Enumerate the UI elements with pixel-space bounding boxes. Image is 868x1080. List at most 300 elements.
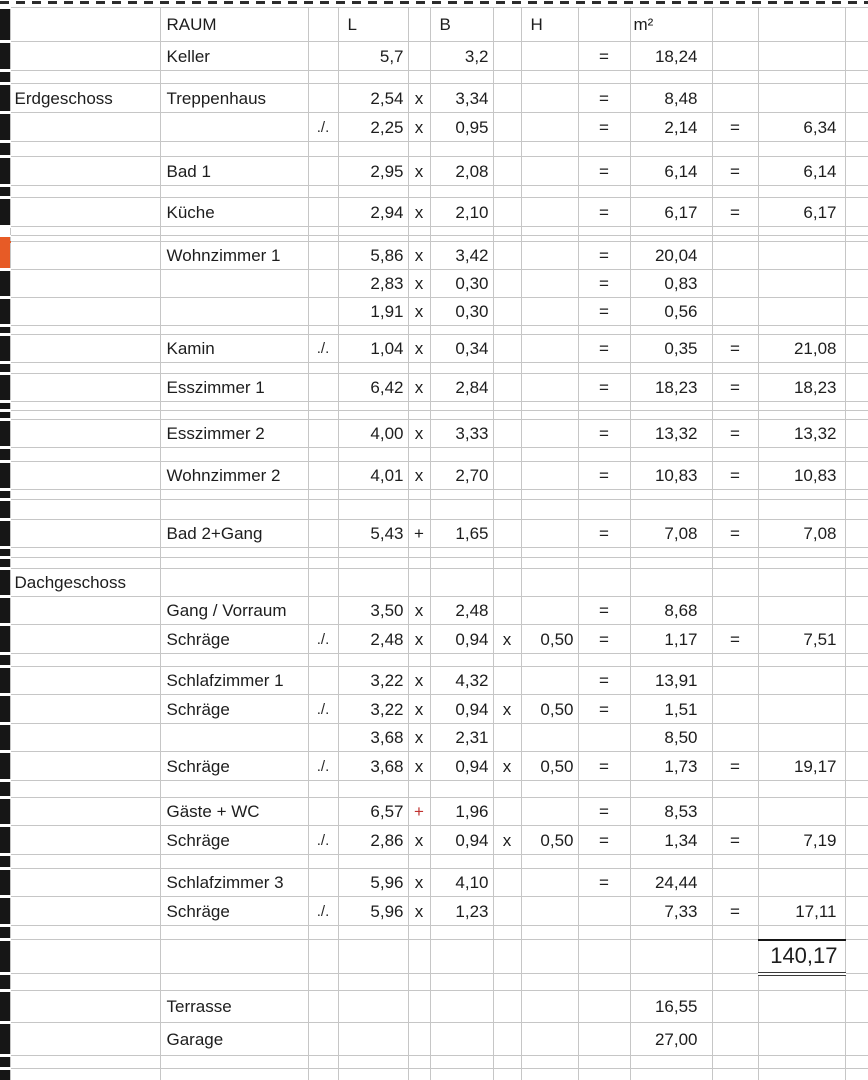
cell-width-value[interactable]: 0,30 [430, 270, 493, 298]
cell-operator-1[interactable]: + [408, 798, 430, 826]
cell-equals-1[interactable] [578, 654, 630, 667]
cell-trailing-empty[interactable] [845, 242, 868, 270]
cell-width-value[interactable]: 2,10 [430, 198, 493, 227]
cell-deduction-sign[interactable]: ./. [308, 897, 338, 926]
cell-subtotal-value[interactable] [758, 490, 845, 500]
cell-operator-2[interactable] [493, 462, 521, 490]
cell-area-value[interactable]: 0,83 [630, 270, 712, 298]
cell-room-label[interactable]: Bad 1 [160, 157, 308, 186]
cell-floor-label[interactable] [10, 198, 160, 227]
cell-length-value[interactable] [338, 402, 408, 411]
cell-subtotal-value[interactable] [758, 974, 845, 991]
cell-area-value[interactable] [630, 569, 712, 597]
cell-width-value[interactable]: 3,33 [430, 420, 493, 448]
cell-equals-1[interactable]: = [578, 42, 630, 71]
cell-trailing-empty[interactable] [845, 625, 868, 654]
cell-area-value[interactable]: 0,56 [630, 298, 712, 326]
cell-operator-1[interactable]: x [408, 198, 430, 227]
cell-trailing-empty[interactable] [845, 695, 868, 724]
cell-subtotal-value[interactable]: 7,08 [758, 520, 845, 548]
cell-width-value[interactable]: B [430, 8, 493, 42]
cell-equals-2[interactable] [712, 42, 758, 71]
cell-height-value[interactable]: 0,50 [521, 752, 578, 781]
cell-length-value[interactable] [338, 1023, 408, 1056]
cell-equals-1[interactable] [578, 991, 630, 1023]
cell-subtotal-value[interactable] [758, 363, 845, 374]
cell-floor-label[interactable] [10, 695, 160, 724]
cell-room-label[interactable]: Schlafzimmer 1 [160, 667, 308, 695]
cell-subtotal-value[interactable] [758, 227, 845, 236]
cell-length-value[interactable]: 5,7 [338, 42, 408, 71]
cell-area-value[interactable] [630, 411, 712, 420]
cell-floor-label[interactable] [10, 667, 160, 695]
cell-operator-1[interactable]: x [408, 157, 430, 186]
cell-subtotal-value[interactable] [758, 781, 845, 798]
cell-floor-label[interactable] [10, 186, 160, 198]
cell-room-label[interactable]: Schräge [160, 625, 308, 654]
cell-trailing-empty[interactable] [845, 667, 868, 695]
cell-length-value[interactable]: 5,86 [338, 242, 408, 270]
cell-operator-1[interactable]: x [408, 374, 430, 402]
cell-deduction-sign[interactable] [308, 548, 338, 558]
cell-operator-1[interactable]: x [408, 667, 430, 695]
cell-height-value[interactable]: 0,50 [521, 695, 578, 724]
cell-subtotal-value[interactable] [758, 855, 845, 869]
cell-deduction-sign[interactable] [308, 1069, 338, 1080]
cell-deduction-sign[interactable] [308, 198, 338, 227]
cell-length-value[interactable]: 1,04 [338, 335, 408, 363]
cell-operator-2[interactable] [493, 113, 521, 142]
cell-operator-2[interactable] [493, 142, 521, 157]
cell-deduction-sign[interactable] [308, 724, 338, 752]
cell-floor-label[interactable] [10, 724, 160, 752]
cell-room-label[interactable]: RAUM [160, 8, 308, 42]
cell-floor-label[interactable] [10, 363, 160, 374]
cell-equals-2[interactable]: = [712, 157, 758, 186]
cell-equals-1[interactable] [578, 974, 630, 991]
cell-subtotal-value[interactable]: 21,08 [758, 335, 845, 363]
cell-height-value[interactable] [521, 798, 578, 826]
cell-width-value[interactable] [430, 569, 493, 597]
cell-deduction-sign[interactable] [308, 142, 338, 157]
cell-height-value[interactable] [521, 926, 578, 940]
cell-area-value[interactable]: 7,33 [630, 897, 712, 926]
cell-operator-1[interactable] [408, 855, 430, 869]
cell-deduction-sign[interactable] [308, 667, 338, 695]
cell-width-value[interactable] [430, 558, 493, 569]
cell-operator-1[interactable]: x [408, 242, 430, 270]
cell-operator-2[interactable] [493, 420, 521, 448]
cell-equals-2[interactable] [712, 781, 758, 798]
cell-floor-label[interactable] [10, 826, 160, 855]
cell-equals-2[interactable] [712, 926, 758, 940]
cell-operator-2[interactable] [493, 654, 521, 667]
cell-room-label[interactable]: Keller [160, 42, 308, 71]
cell-operator-1[interactable] [408, 186, 430, 198]
cell-deduction-sign[interactable] [308, 157, 338, 186]
cell-area-value[interactable] [630, 781, 712, 798]
cell-room-label[interactable]: Kamin [160, 335, 308, 363]
cell-equals-1[interactable] [578, 940, 630, 974]
cell-deduction-sign[interactable] [308, 974, 338, 991]
cell-room-label[interactable]: Esszimmer 1 [160, 374, 308, 402]
cell-subtotal-value[interactable] [758, 724, 845, 752]
cell-length-value[interactable] [338, 1069, 408, 1080]
cell-floor-label[interactable] [10, 227, 160, 236]
cell-height-value[interactable] [521, 897, 578, 926]
cell-operator-2[interactable] [493, 402, 521, 411]
cell-area-value[interactable]: 13,91 [630, 667, 712, 695]
cell-operator-1[interactable] [408, 42, 430, 71]
cell-room-label[interactable] [160, 500, 308, 520]
cell-operator-1[interactable]: x [408, 270, 430, 298]
cell-trailing-empty[interactable] [845, 520, 868, 548]
cell-operator-2[interactable] [493, 270, 521, 298]
cell-operator-2[interactable] [493, 558, 521, 569]
cell-floor-label[interactable] [10, 326, 160, 335]
cell-trailing-empty[interactable] [845, 335, 868, 363]
cell-trailing-empty[interactable] [845, 569, 868, 597]
cell-width-value[interactable]: 0,95 [430, 113, 493, 142]
cell-floor-label[interactable] [10, 654, 160, 667]
cell-operator-1[interactable]: x [408, 420, 430, 448]
cell-equals-2[interactable] [712, 940, 758, 974]
cell-width-value[interactable] [430, 227, 493, 236]
cell-operator-1[interactable]: x [408, 724, 430, 752]
cell-floor-label[interactable] [10, 420, 160, 448]
cell-room-label[interactable] [160, 1056, 308, 1069]
cell-floor-label[interactable] [10, 520, 160, 548]
cell-deduction-sign[interactable] [308, 855, 338, 869]
cell-operator-1[interactable] [408, 500, 430, 520]
cell-trailing-empty[interactable] [845, 597, 868, 625]
cell-width-value[interactable]: 2,08 [430, 157, 493, 186]
cell-equals-2[interactable] [712, 991, 758, 1023]
cell-equals-1[interactable] [578, 724, 630, 752]
cell-equals-2[interactable]: = [712, 752, 758, 781]
cell-trailing-empty[interactable] [845, 1069, 868, 1080]
cell-area-value[interactable]: 1,51 [630, 695, 712, 724]
cell-floor-label[interactable] [10, 335, 160, 363]
cell-equals-1[interactable] [578, 186, 630, 198]
cell-area-value[interactable] [630, 71, 712, 84]
cell-room-label[interactable] [160, 402, 308, 411]
cell-height-value[interactable] [521, 270, 578, 298]
cell-equals-2[interactable]: = [712, 625, 758, 654]
cell-equals-2[interactable] [712, 569, 758, 597]
cell-deduction-sign[interactable] [308, 500, 338, 520]
cell-subtotal-value[interactable] [758, 402, 845, 411]
cell-operator-2[interactable] [493, 186, 521, 198]
cell-operator-2[interactable] [493, 520, 521, 548]
cell-room-label[interactable]: Gang / Vorraum [160, 597, 308, 625]
cell-deduction-sign[interactable]: ./. [308, 335, 338, 363]
cell-floor-label[interactable] [10, 374, 160, 402]
cell-floor-label[interactable] [10, 298, 160, 326]
cell-length-value[interactable] [338, 411, 408, 420]
cell-operator-2[interactable] [493, 500, 521, 520]
cell-length-value[interactable] [338, 227, 408, 236]
cell-room-label[interactable]: Bad 2+Gang [160, 520, 308, 548]
cell-operator-1[interactable]: x [408, 869, 430, 897]
cell-length-value[interactable] [338, 490, 408, 500]
cell-operator-2[interactable] [493, 1069, 521, 1080]
cell-deduction-sign[interactable] [308, 597, 338, 625]
cell-operator-1[interactable] [408, 227, 430, 236]
cell-area-value[interactable] [630, 326, 712, 335]
cell-deduction-sign[interactable] [308, 869, 338, 897]
cell-floor-label[interactable]: Dachgeschoss [10, 569, 160, 597]
cell-room-label[interactable]: Schlafzimmer 3 [160, 869, 308, 897]
cell-room-label[interactable]: Esszimmer 2 [160, 420, 308, 448]
cell-width-value[interactable] [430, 1069, 493, 1080]
cell-length-value[interactable] [338, 558, 408, 569]
cell-floor-label[interactable] [10, 490, 160, 500]
cell-operator-1[interactable]: x [408, 625, 430, 654]
cell-height-value[interactable] [521, 448, 578, 462]
cell-equals-2[interactable] [712, 548, 758, 558]
cell-equals-1[interactable] [578, 558, 630, 569]
cell-operator-1[interactable] [408, 974, 430, 991]
cell-operator-1[interactable] [408, 781, 430, 798]
cell-length-value[interactable]: 2,86 [338, 826, 408, 855]
cell-subtotal-value[interactable] [758, 569, 845, 597]
cell-equals-1[interactable]: = [578, 520, 630, 548]
cell-operator-1[interactable]: x [408, 84, 430, 113]
cell-height-value[interactable] [521, 490, 578, 500]
cell-floor-label[interactable] [10, 940, 160, 974]
cell-subtotal-value[interactable] [758, 142, 845, 157]
cell-operator-1[interactable]: x [408, 113, 430, 142]
cell-deduction-sign[interactable]: ./. [308, 752, 338, 781]
cell-trailing-empty[interactable] [845, 548, 868, 558]
cell-width-value[interactable]: 0,94 [430, 826, 493, 855]
cell-room-label[interactable] [160, 569, 308, 597]
cell-area-value[interactable] [630, 654, 712, 667]
cell-width-value[interactable]: 0,94 [430, 752, 493, 781]
cell-width-value[interactable]: 3,2 [430, 42, 493, 71]
cell-length-value[interactable]: 2,83 [338, 270, 408, 298]
cell-area-value[interactable] [630, 1056, 712, 1069]
cell-equals-1[interactable] [578, 1056, 630, 1069]
cell-operator-1[interactable] [408, 991, 430, 1023]
cell-trailing-empty[interactable] [845, 142, 868, 157]
cell-operator-1[interactable] [408, 1023, 430, 1056]
cell-equals-1[interactable] [578, 8, 630, 42]
cell-operator-1[interactable]: + [408, 520, 430, 548]
cell-equals-1[interactable]: = [578, 374, 630, 402]
cell-equals-2[interactable] [712, 1023, 758, 1056]
cell-length-value[interactable]: 2,48 [338, 625, 408, 654]
cell-subtotal-value[interactable] [758, 326, 845, 335]
cell-height-value[interactable] [521, 363, 578, 374]
cell-area-value[interactable]: m² [630, 8, 712, 42]
cell-area-value[interactable]: 2,14 [630, 113, 712, 142]
cell-width-value[interactable] [430, 500, 493, 520]
cell-area-value[interactable]: 20,04 [630, 242, 712, 270]
cell-deduction-sign[interactable] [308, 402, 338, 411]
cell-area-value[interactable]: 18,23 [630, 374, 712, 402]
cell-width-value[interactable] [430, 974, 493, 991]
cell-equals-1[interactable]: = [578, 113, 630, 142]
cell-area-value[interactable] [630, 1069, 712, 1080]
cell-height-value[interactable] [521, 374, 578, 402]
cell-equals-2[interactable] [712, 1056, 758, 1069]
cell-operator-1[interactable] [408, 1069, 430, 1080]
cell-subtotal-value[interactable] [758, 42, 845, 71]
cell-trailing-empty[interactable] [845, 798, 868, 826]
cell-area-value[interactable]: 1,17 [630, 625, 712, 654]
cell-floor-label[interactable] [10, 270, 160, 298]
cell-floor-label[interactable] [10, 1023, 160, 1056]
cell-operator-1[interactable] [408, 569, 430, 597]
cell-room-label[interactable] [160, 186, 308, 198]
cell-trailing-empty[interactable] [845, 940, 868, 974]
cell-deduction-sign[interactable] [308, 654, 338, 667]
cell-floor-label[interactable] [10, 926, 160, 940]
cell-equals-2[interactable] [712, 855, 758, 869]
cell-trailing-empty[interactable] [845, 462, 868, 490]
cell-room-label[interactable]: Schräge [160, 695, 308, 724]
cell-height-value[interactable] [521, 157, 578, 186]
cell-equals-2[interactable] [712, 448, 758, 462]
cell-length-value[interactable] [338, 363, 408, 374]
cell-length-value[interactable]: 2,54 [338, 84, 408, 113]
cell-subtotal-value[interactable]: 7,51 [758, 625, 845, 654]
cell-area-value[interactable]: 7,08 [630, 520, 712, 548]
cell-equals-2[interactable] [712, 242, 758, 270]
cell-equals-1[interactable] [578, 781, 630, 798]
cell-room-label[interactable] [160, 363, 308, 374]
cell-operator-2[interactable] [493, 974, 521, 991]
cell-deduction-sign[interactable] [308, 411, 338, 420]
cell-equals-1[interactable]: = [578, 625, 630, 654]
cell-trailing-empty[interactable] [845, 113, 868, 142]
cell-area-value[interactable]: 27,00 [630, 1023, 712, 1056]
cell-area-value[interactable] [630, 490, 712, 500]
cell-width-value[interactable]: 0,30 [430, 298, 493, 326]
cell-equals-1[interactable] [578, 363, 630, 374]
cell-deduction-sign[interactable] [308, 84, 338, 113]
cell-operator-1[interactable] [408, 402, 430, 411]
cell-operator-2[interactable] [493, 1056, 521, 1069]
cell-operator-2[interactable] [493, 667, 521, 695]
cell-height-value[interactable] [521, 1056, 578, 1069]
cell-height-value[interactable] [521, 298, 578, 326]
cell-trailing-empty[interactable] [845, 198, 868, 227]
cell-equals-2[interactable] [712, 71, 758, 84]
cell-deduction-sign[interactable]: ./. [308, 113, 338, 142]
cell-length-value[interactable]: 4,00 [338, 420, 408, 448]
cell-length-value[interactable]: L [338, 8, 408, 42]
cell-floor-label[interactable] [10, 242, 160, 270]
cell-subtotal-value[interactable] [758, 1023, 845, 1056]
cell-operator-2[interactable] [493, 597, 521, 625]
cell-equals-1[interactable] [578, 569, 630, 597]
cell-room-label[interactable]: Treppenhaus [160, 84, 308, 113]
cell-floor-label[interactable] [10, 869, 160, 897]
cell-subtotal-value[interactable]: 13,32 [758, 420, 845, 448]
cell-operator-2[interactable] [493, 548, 521, 558]
cell-room-label[interactable]: Schräge [160, 897, 308, 926]
cell-operator-2[interactable] [493, 897, 521, 926]
cell-subtotal-value[interactable] [758, 695, 845, 724]
cell-width-value[interactable]: 1,65 [430, 520, 493, 548]
cell-operator-2[interactable]: x [493, 695, 521, 724]
cell-operator-1[interactable] [408, 71, 430, 84]
cell-equals-2[interactable] [712, 974, 758, 991]
cell-area-value[interactable]: 8,48 [630, 84, 712, 113]
cell-floor-label[interactable] [10, 411, 160, 420]
cell-deduction-sign[interactable] [308, 448, 338, 462]
cell-operator-2[interactable] [493, 855, 521, 869]
cell-operator-1[interactable] [408, 490, 430, 500]
cell-operator-2[interactable]: x [493, 826, 521, 855]
cell-width-value[interactable] [430, 326, 493, 335]
cell-operator-1[interactable] [408, 142, 430, 157]
cell-length-value[interactable] [338, 548, 408, 558]
cell-height-value[interactable] [521, 869, 578, 897]
cell-length-value[interactable] [338, 326, 408, 335]
cell-equals-1[interactable] [578, 71, 630, 84]
cell-length-value[interactable]: 3,68 [338, 752, 408, 781]
cell-floor-label[interactable]: Erdgeschoss [10, 84, 160, 113]
cell-operator-1[interactable] [408, 448, 430, 462]
cell-operator-2[interactable] [493, 42, 521, 71]
cell-height-value[interactable] [521, 855, 578, 869]
cell-equals-2[interactable]: = [712, 520, 758, 548]
cell-subtotal-value[interactable] [758, 448, 845, 462]
cell-trailing-empty[interactable] [845, 326, 868, 335]
cell-floor-label[interactable] [10, 597, 160, 625]
cell-equals-2[interactable]: = [712, 198, 758, 227]
cell-operator-1[interactable] [408, 654, 430, 667]
cell-room-label[interactable] [160, 298, 308, 326]
cell-height-value[interactable] [521, 411, 578, 420]
cell-operator-2[interactable] [493, 781, 521, 798]
cell-subtotal-value[interactable]: 6,14 [758, 157, 845, 186]
cell-room-label[interactable] [160, 724, 308, 752]
cell-floor-label[interactable] [10, 42, 160, 71]
cell-floor-label[interactable] [10, 8, 160, 42]
cell-equals-1[interactable]: = [578, 667, 630, 695]
cell-subtotal-value[interactable] [758, 597, 845, 625]
cell-operator-2[interactable] [493, 411, 521, 420]
cell-width-value[interactable]: 2,84 [430, 374, 493, 402]
cell-room-label[interactable] [160, 940, 308, 974]
cell-trailing-empty[interactable] [845, 752, 868, 781]
cell-height-value[interactable] [521, 335, 578, 363]
cell-operator-1[interactable] [408, 411, 430, 420]
cell-floor-label[interactable] [10, 500, 160, 520]
cell-deduction-sign[interactable] [308, 363, 338, 374]
cell-room-label[interactable]: Terrasse [160, 991, 308, 1023]
cell-floor-label[interactable] [10, 625, 160, 654]
cell-operator-2[interactable] [493, 798, 521, 826]
cell-deduction-sign[interactable]: ./. [308, 695, 338, 724]
cell-operator-2[interactable] [493, 157, 521, 186]
cell-height-value[interactable] [521, 462, 578, 490]
cell-operator-1[interactable]: x [408, 462, 430, 490]
cell-equals-2[interactable] [712, 142, 758, 157]
cell-width-value[interactable]: 3,34 [430, 84, 493, 113]
cell-operator-2[interactable] [493, 374, 521, 402]
cell-floor-label[interactable] [10, 142, 160, 157]
cell-room-label[interactable] [160, 227, 308, 236]
cell-equals-1[interactable]: = [578, 597, 630, 625]
cell-height-value[interactable] [521, 1069, 578, 1080]
cell-room-label[interactable] [160, 411, 308, 420]
